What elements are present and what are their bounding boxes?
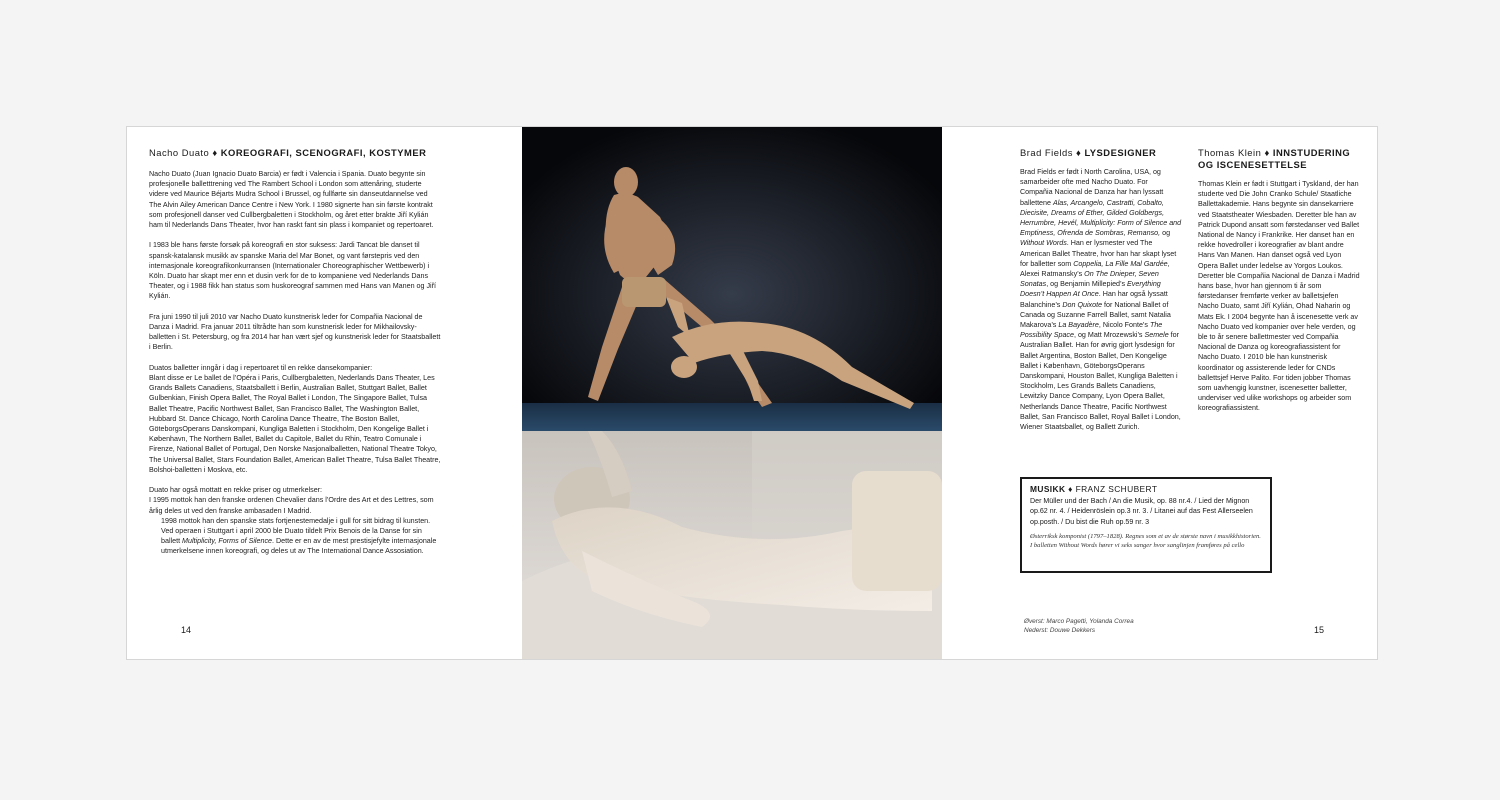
credit-bottom: Nederst: Douwe Dekkers <box>1024 627 1096 634</box>
paragraph-intro: Duato har også mottatt en rekke priser og utmerkelser: <box>149 486 323 495</box>
left-page <box>127 127 522 659</box>
paragraph: I 1995 mottok han den franske ordenen Chevalier dans l’Ordre des Art et des Lettres, som årlig deles ut ved den franske ambasaden I Madrid. <box>149 496 434 515</box>
heading-role: LYSDESIGNER <box>1084 147 1157 158</box>
paragraph: I 1983 ble hans første forsøk på koreografi en stor suksess: Jardi Tancat ble danset til spansk-katalansk musikk av spanske Maria del Mar Bonet, og vant førstepris ved den internasjonale koreografikonkurransen (Internationaler Choreographischer Wettbewerb) i Köln. Duato har skapt mer enn et dusin verk for de to kompaniene ved Nederlands Dans Theater, og i 1988 fikk han status som huskoreograf sammen med Hans van Manen og Jiří Kylián. <box>149 241 436 301</box>
thomas-klein-biography <box>1198 179 1360 414</box>
nacho-duato-heading <box>149 147 509 159</box>
dance-photo-bottom <box>522 431 942 659</box>
nacho-duato-biography <box>149 169 441 557</box>
composer-note: Østerriksk komponist (1797–1828). Regnes som et av de største navn i musikkhistorien. I balletten Without Words hører vi seks sanger hvor sanglinjen framføres på cello <box>1030 533 1261 550</box>
photo-credits <box>1024 617 1134 635</box>
paragraph: Fra juni 1990 til juli 2010 var Nacho Duato kunstnerisk leder for Compañia Nacional de Danza i Madrid. Fra januar 2011 tiltrådte han som kunstnerisk leder for Mikhailovsky-balletten i St. Petersburg, og fra 2014 har han vært sjef og kunstnerisk leder for Staatsballett i Berlin. <box>149 312 441 352</box>
diamond-separator-icon: ♦ <box>1264 147 1270 158</box>
music-info-box <box>1020 477 1272 573</box>
paragraph: Blant disse er Le ballet de l’Opéra i Paris, Cullbergbaletten, Nederlands Dans Theater, Les Grands Ballets Canadiens, Staatsballett i Berlin, Australian Ballet, Stuttgart Ballet, Ballet Gulbenkian, Finish Opera Ballet, The Royal Ballet i London, The Singapore Ballet, Tulsa Ballet Theatre, Pacific Northwest Ballet, San Francisco Ballet, The Washington Ballet, Hubbard St. Dance Chicago, North Carolina Dance Theatre, The Boston Ballet, GöteborgsOperans Danskompani, Kungliga Baletten i Stockholm, Den Kongelige Ballet i København, The Northern Ballet, Ballet du Capitole, Ballet du Rhin, Teatro Comunale i Firenze, National Ballet of Portugal, Den Norske Nasjonalballetten, National Theatre Tokyo, The Universal Ballet, Stars Foundation Ballet, American Ballet Theatre, Tulsa Ballet Theatre, Bolshoi-balletten i Moskva, etc. <box>149 374 441 474</box>
credit-top: Øverst: Marco Pagetti, Yolanda Correa <box>1024 618 1134 625</box>
page-number-right: 15 <box>1314 625 1325 635</box>
heading-name: Brad Fields <box>1020 147 1073 158</box>
thomas-klein-heading <box>1198 147 1368 171</box>
paragraph: 1998 mottok han den spanske stats fortjenestemedalje i gull for sitt bidrag til kunsten. Ved operaen i Stuttgart i april 2000 ble Duato tildelt Prix Benois de la Danse for sin ballett Multiplicity, Forms of Silence. Dette er en av de mest prestisjefylte internasjonale utmerkelsene innen koreografi, og deles ut av The International Dance Assosiation. <box>161 516 437 556</box>
heading-name: Nacho Duato <box>149 147 210 158</box>
music-heading <box>1030 484 1262 495</box>
paragraph: Brad Fields er født i North Carolina, USA, og samarbeider ofte med Nacho Duato. For Compañia Nacional de Danza har han lyssatt ballettene Alas, Arcangelo, Castratti, Cobalto, Diecisite, Dreams of Ether, Gilded Goldbergs, Herrumbre, Hevél, Multiplicity: Form of Silence and Emptiness, Ofrenda de Sombras, Remanso, og Without Words. Han er lysmester ved The American Ballet Theatre, hvor han har skapt lyset for balletter som Coppelia, La Fille Mal Gardée, Alexei Ratmansky’s On The Dnieper, Seven Sonatas, og Benjamin Millepied’s Everything Doesn’t Happen At Once. Han har også lyssatt Balanchine’s Don Quixote for National Ballet of Canada og Suzanne Farrell Ballet, samt Natalia Makarova’s La Bayadère, Nicolo Fonte’s The Possibility Space, og Matt Mrozewski’s Semele for Australian Ballet. Han for øvrig gjort lysdesign for Ballet Argentina, Boston Ballet, Den Kongelige Ballet i København, GöteborgsOperans Danskompani, Houston Ballet, Kungliga Baletten i Stockholm, Les Grands Ballets Canadiens, Lewitzky Dance Company, Lyon Opera Ballet, Netherlands Dance Theatre, Pacific Northwest Ballet, San Francisco Ballet, Royal Ballet i London, Wiener Staatsballet, og Ballett Zurich. <box>1020 168 1182 432</box>
paragraph: Nacho Duato (Juan Ignacio Duato Barcia) er født i Valencia i Spania. Duato begynte sin profesjonelle balletttrening ved The Rambert School i London som attenåring, studerte videre ved Maurice Béjarts Mudra School i Brussel, og fullførte sin danseutdannelse ved The Alvin Ailey American Dance Centre i New York. I 1980 signerte han sin første kontrakt som profesjonell danser ved Cullbergbaletten i Stockholm, og året etter brakte Jiří Kylián ham til Nederlands Dans Theater, hvor han raskt fant sin plass i kompaniet og repertoaret. <box>149 170 434 230</box>
music-label: MUSIKK <box>1030 484 1066 494</box>
photo-column <box>522 127 942 659</box>
right-page <box>942 127 1377 659</box>
diamond-separator-icon: ♦ <box>1076 147 1082 158</box>
paragraph-intro: Duatos balletter inngår i dag i repertoaret til en rekke dansekompanier: <box>149 363 373 372</box>
book-spread <box>126 126 1378 660</box>
brad-fields-biography <box>1020 167 1182 432</box>
heading-name: Thomas Klein <box>1198 147 1262 158</box>
diamond-separator-icon: ♦ <box>1068 484 1073 494</box>
diamond-separator-icon: ♦ <box>212 147 218 158</box>
music-works-list: Der Müller und der Bach / An die Musik, op. 88 nr.4. / Lied der Mignon op.62 nr. 4. / Heidenröslein op.3 nr. 3. / Litanei auf das Fest Allerseelen op.posth. / Du bist die Ruh op.59 nr. 3 <box>1030 497 1253 526</box>
composer-name: FRANZ SCHUBERT <box>1075 484 1158 494</box>
heading-role: INNSTUDERING OG ISCENESETTELSE <box>1198 147 1351 170</box>
brad-fields-heading <box>1020 147 1190 159</box>
paragraph: Thomas Klein er født i Stuttgart i Tyskland, der han studerte ved Die John Cranko Schule/ Staatliche Ballettakademie. Hans begynte sin dansekarriere ved Staatstheater Wiesbaden. Deretter ble han av Patrick Dupond ansatt som førstedanser ved Ballet National de Nancy i Frankrike. Her danset han en rekke hovedroller i koreografier av blant andre Hans Van Manen. Han danset også ved Lyon Opera Ballet under ledelse av Yorgos Loukos. Deretter ble Compañia Nacional de Danza i Madrid hans base, hvor han gjennom ti år som førstedanser fremførte verker av balletsjefen Nacho Duato, samt Jiří Kylián, Ohad Naharin og Mats Ek. I 2004 begynte han å iscenesette verk av Nacho Duato ved kompanier over hele verden, og ble to år senere ballettmester ved Compañia Nacional de Danza og koreografiassistent for Nacho Duato. I 2010 ble han kunstnerisk koordinator og assisterende leder for CNDs ballettsjef Herve Palito. For tiden jobber Thomas som uavhengig kunstner, iscenesetter balletter, underviser ved ulike workshops og arbeider som koreografiassistent. <box>1198 180 1360 413</box>
heading-role: KOREOGRAFI, SCENOGRAFI, KOSTYMER <box>220 147 427 158</box>
page-number-left: 14 <box>181 625 192 635</box>
dance-photo-top <box>522 127 942 431</box>
